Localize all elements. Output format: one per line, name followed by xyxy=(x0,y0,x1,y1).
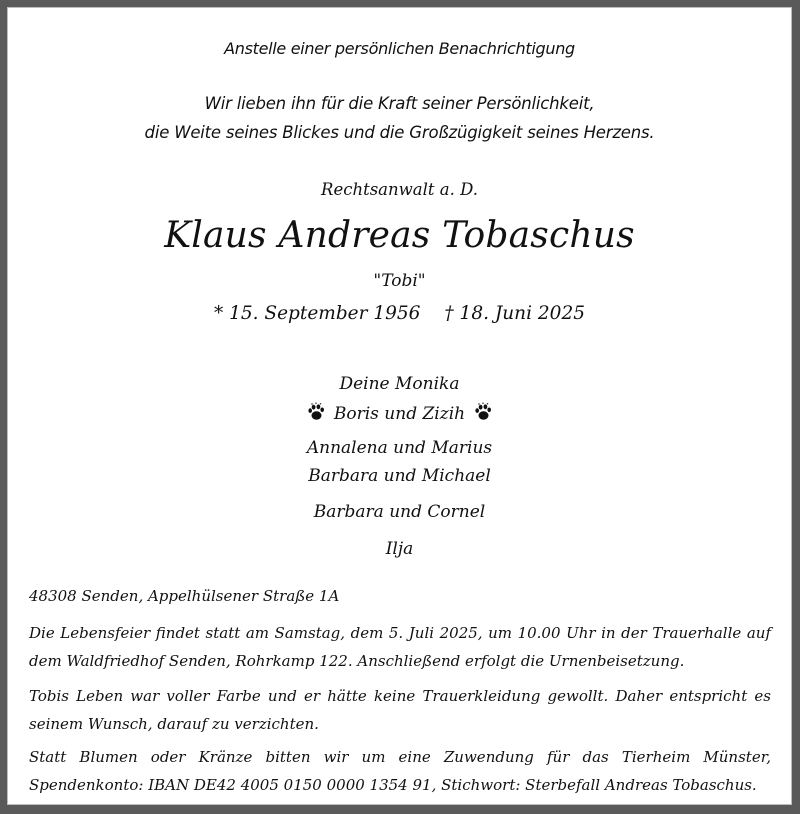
mourner-line: Ilja xyxy=(385,539,414,559)
ceremony-paragraph: Die Lebensfeier findet statt am Samstag, dem 5. Juli 2025, um 10.00 Uhr in der Trauerhalle auf dem Waldfriedhof Senden, Rohrkamp 122. Anschließend erfolgt die Urnenbeisetzung. xyxy=(29,624,771,670)
mourner-line: Deine Monika xyxy=(339,374,460,394)
birth-date: * 15. September 1956 xyxy=(214,303,421,324)
address: 48308 Senden, Appelhülsener Straße 1A xyxy=(29,587,340,605)
quote-line-2: die Weite seines Blickes und die Großzügigkeit seines Herzens. xyxy=(144,123,655,142)
dress-code-paragraph: Tobis Leben war voller Farbe und er hätte keine Trauerkleidung gewollt. Daher entspricht es seinem Wunsch, darauf zu verzichten. xyxy=(29,687,771,733)
deceased-title: Rechtsanwalt a. D. xyxy=(321,180,478,199)
mourner-line-with-paws xyxy=(7,402,792,424)
life-dates xyxy=(7,303,792,324)
intro-heading: Anstelle einer persönlichen Benachrichtigung xyxy=(224,39,575,58)
paw-print-icon xyxy=(473,402,493,422)
quote-line-1: Wir lieben ihn für die Kraft seiner Persönlichkeit, xyxy=(204,94,595,113)
deceased-name: Klaus Andreas Tobaschus xyxy=(164,215,635,256)
mourner-line: Barbara und Cornel xyxy=(313,502,486,522)
mourner-line: Annalena und Marius xyxy=(306,438,493,458)
deceased-nickname: "Tobi" xyxy=(373,271,426,291)
obituary-notice xyxy=(7,7,792,805)
paw-print-icon xyxy=(306,402,326,422)
mourner-text: Boris und Zizih xyxy=(333,404,466,424)
donation-paragraph: Statt Blumen oder Kränze bitten wir um eine Zuwendung für das Tierheim Münster, Spendenkonto: IBAN DE42 4005 0150 0000 1354 91, Stichwort: Sterbefall Andreas Tobaschus. xyxy=(29,748,771,794)
death-date: † 18. Juni 2025 xyxy=(444,303,585,324)
mourner-line: Barbara und Michael xyxy=(308,466,491,486)
